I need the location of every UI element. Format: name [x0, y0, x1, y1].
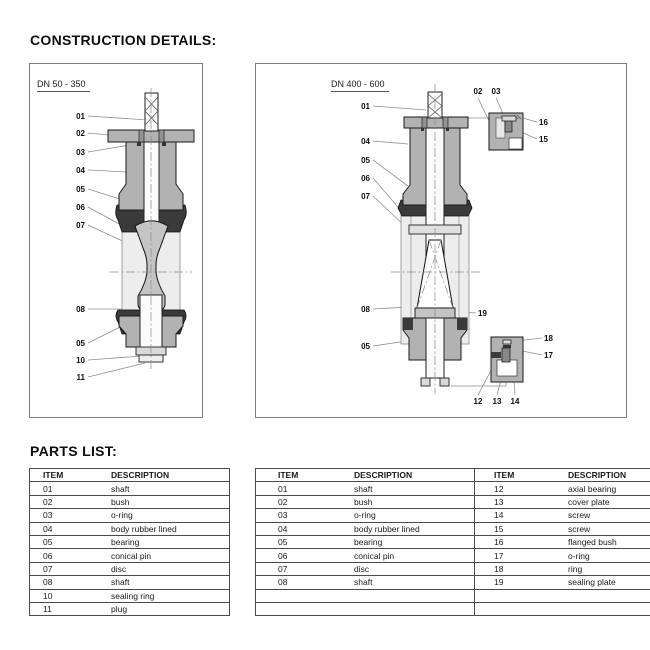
item-cell: 13 — [475, 495, 564, 508]
description-cell — [344, 602, 475, 615]
table-row — [30, 562, 230, 575]
table-row — [256, 482, 650, 495]
callout-label-12: 12 — [473, 397, 483, 406]
description-cell: shaft — [354, 483, 373, 494]
valve-body-left — [108, 88, 194, 369]
item-cell: 19 — [475, 576, 564, 589]
item-cell: 08 — [278, 577, 288, 588]
item-cell — [475, 602, 564, 615]
description-cell: shaft — [111, 577, 130, 588]
description-cell: conical pin — [111, 550, 152, 561]
item-cell: 02 — [43, 496, 53, 507]
callout-label-02: 02 — [473, 87, 483, 96]
callout-label-13: 13 — [492, 397, 502, 406]
item-cell: 12 — [475, 482, 564, 495]
item-cell: 02 — [278, 496, 288, 507]
description-cell: o-ring — [568, 550, 590, 561]
parts-table-dn50-350 — [29, 468, 230, 616]
parts-table-dn400-600 — [255, 468, 650, 616]
description-cell: sealing plate — [568, 577, 616, 588]
diagram-box-dn400-600 — [255, 63, 627, 418]
item-cell: 04 — [43, 523, 53, 534]
o-ring-17 — [503, 345, 511, 348]
callout-label-06: 06 — [361, 174, 370, 183]
o-ring-right — [446, 128, 449, 131]
table-row — [30, 482, 230, 495]
cover-plate-13 — [497, 360, 517, 376]
table-row — [256, 562, 650, 575]
item-cell: 18 — [475, 562, 564, 575]
description-cell: shaft — [111, 483, 130, 494]
lower-seal-right — [457, 318, 467, 330]
table-row — [30, 535, 230, 548]
valve-cross-section-dn50-350 — [30, 64, 202, 417]
table-header-row — [256, 469, 650, 482]
callout-label-07: 07 — [76, 221, 85, 230]
callout-label-04: 04 — [76, 166, 85, 175]
item-cell: 17 — [475, 549, 564, 562]
foot-right — [440, 378, 449, 386]
description-cell — [344, 589, 475, 602]
callout-label-02: 02 — [76, 129, 85, 138]
callout-label-17: 17 — [544, 351, 553, 360]
valve-body-right — [391, 84, 481, 394]
dn-range-label-left: DN 50 - 350 — [37, 79, 90, 92]
description-cell: screw — [568, 510, 591, 521]
description-cell: cover plate — [568, 496, 610, 507]
description-cell: o-ring — [111, 510, 133, 521]
item-cell: 14 — [475, 509, 564, 522]
description-cell: disc — [111, 563, 127, 574]
table-row — [30, 522, 230, 535]
table-row — [30, 576, 230, 589]
item-cell: 01 — [43, 483, 53, 494]
description-cell: bush — [111, 496, 130, 507]
item-cell: 03 — [278, 510, 288, 521]
callout-label-05: 05 — [361, 342, 370, 351]
description-cell: body rubber lined — [111, 523, 177, 534]
description-cell: body rubber lined — [354, 523, 420, 534]
screw-15 — [505, 120, 512, 132]
table-row — [30, 509, 230, 522]
description-cell: sealing ring — [111, 590, 155, 601]
table-row — [256, 509, 650, 522]
valve-cross-section-dn400-600 — [256, 64, 626, 417]
upper-stem — [144, 130, 159, 232]
screw-14 — [502, 348, 510, 362]
item-cell: 05 — [278, 537, 288, 548]
column-header: DESCRIPTION — [568, 470, 627, 481]
table-row — [30, 549, 230, 562]
bush-left — [139, 130, 144, 142]
callout-label-08: 08 — [361, 305, 370, 314]
column-header: ITEM — [43, 470, 64, 481]
callout-label-04: 04 — [361, 137, 370, 146]
table-row — [256, 495, 650, 508]
foot-left — [421, 378, 430, 386]
description-cell: flanged bush — [568, 537, 617, 548]
column-header: ITEM — [278, 470, 299, 481]
description-cell: plug — [111, 604, 128, 615]
item-cell: 06 — [43, 550, 53, 561]
callout-label-07: 07 — [361, 192, 370, 201]
bush-right — [443, 117, 448, 128]
parts-list-title: PARTS LIST: — [30, 443, 118, 459]
description-cell: bearing — [354, 537, 383, 548]
table-row — [256, 535, 650, 548]
item-cell: 04 — [278, 523, 288, 534]
table-row — [256, 522, 650, 535]
item-cell — [475, 589, 564, 602]
table-row — [30, 602, 230, 615]
table-row — [30, 589, 230, 602]
table-row — [30, 495, 230, 508]
ring-18 — [503, 340, 511, 344]
callout-label-01: 01 — [361, 102, 370, 111]
top-flange — [404, 117, 468, 128]
callout-label-11: 11 — [76, 373, 85, 382]
description-cell: axial bearing — [568, 483, 617, 494]
item-cell: 15 — [475, 522, 564, 535]
callout-label-16: 16 — [539, 118, 548, 127]
table-row — [256, 549, 650, 562]
callout-label-03: 03 — [76, 148, 85, 157]
table-row — [256, 602, 650, 615]
callout-label-10: 10 — [76, 356, 85, 365]
item-cell: 07 — [278, 563, 288, 574]
item-cell: 06 — [278, 550, 288, 561]
description-cell: shaft — [354, 577, 373, 588]
callout-label-03: 03 — [491, 87, 501, 96]
description-cell: bush — [354, 496, 373, 507]
o-ring-left — [137, 142, 141, 146]
item-cell: 11 — [43, 604, 52, 615]
construction-details-title: CONSTRUCTION DETAILS: — [30, 32, 217, 48]
callout-label-05: 05 — [361, 156, 370, 165]
dn-range-label-right: DN 400 - 600 — [331, 79, 389, 92]
description-cell — [563, 589, 650, 602]
callout-label-18: 18 — [544, 334, 553, 343]
item-cell: 08 — [43, 577, 53, 588]
item-cell: 03 — [43, 510, 53, 521]
item-cell: 01 — [278, 483, 288, 494]
column-header: DESCRIPTION — [111, 470, 170, 481]
bush-right — [159, 130, 164, 142]
callout-label-06: 06 — [76, 203, 85, 212]
description-cell: o-ring — [354, 510, 376, 521]
callout-label-01: 01 — [76, 112, 85, 121]
column-header: DESCRIPTION — [354, 470, 413, 481]
table-row — [256, 589, 650, 602]
callout-label-15: 15 — [539, 135, 548, 144]
item-cell: 10 — [43, 590, 53, 601]
diagram-box-dn50-350 — [29, 63, 203, 418]
description-cell: disc — [354, 563, 370, 574]
detail-inset-bottom — [491, 337, 523, 382]
bush-left — [422, 117, 427, 128]
lower-seal-left — [403, 318, 413, 330]
description-cell: ring — [568, 563, 583, 574]
callout-labels-left — [76, 112, 85, 382]
callout-label-14: 14 — [510, 397, 520, 406]
item-cell: 16 — [475, 535, 564, 548]
item-cell — [256, 602, 345, 615]
o-ring-left — [421, 128, 424, 131]
description-cell — [563, 602, 650, 615]
table-row — [256, 576, 650, 589]
description-cell: bearing — [111, 537, 140, 548]
callout-label-08: 08 — [76, 305, 85, 314]
item-cell: 05 — [43, 537, 53, 548]
callout-label-19: 19 — [478, 309, 487, 318]
flanged-bush-16 — [502, 116, 516, 121]
description-cell: screw — [568, 523, 591, 534]
o-ring-right — [162, 142, 166, 146]
callout-label-05: 05 — [76, 339, 85, 348]
detail-inset-top — [489, 113, 523, 150]
table-header-row — [30, 469, 230, 482]
item-cell: 07 — [43, 563, 53, 574]
callout-label-05: 05 — [76, 185, 85, 194]
item-cell — [256, 589, 345, 602]
column-header: ITEM — [475, 469, 564, 482]
description-cell: conical pin — [354, 550, 395, 561]
axial-bearing-12 — [491, 352, 501, 358]
